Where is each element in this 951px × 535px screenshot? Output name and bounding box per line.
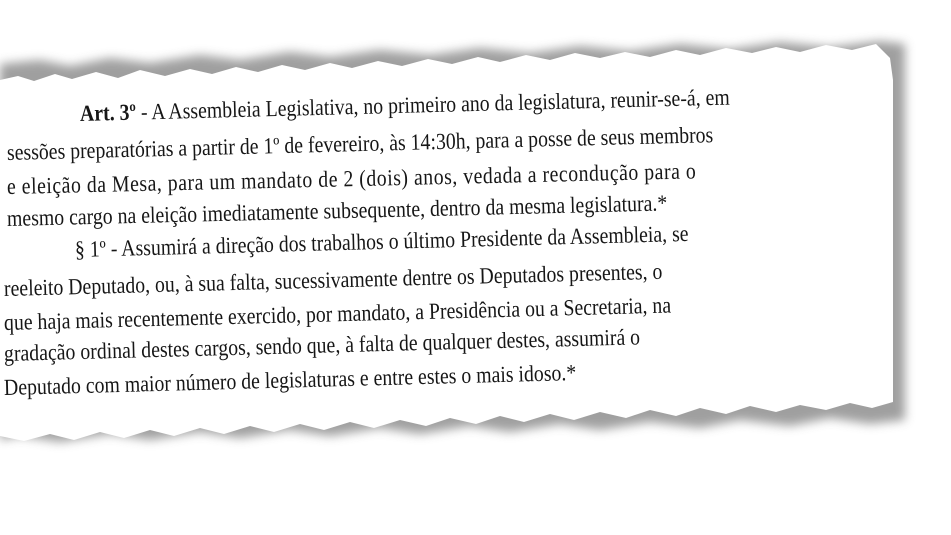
text-line: gradação ordinal destes cargos, sendo que, à falta de qualquer destes, assumirá o — [3, 324, 641, 366]
article-heading: Art. 3º — [79, 99, 137, 126]
text-line: Deputado com maior número de legislaturas e entre estes o mais idoso.* — [3, 360, 577, 400]
text-line: e eleição da Mesa, para um mandato de 2 (dois) anos, vedada a recondução para o — [6, 158, 697, 199]
text-line: que haja mais recentemente exercido, por mandato, a Presidência ou a Secretaria, na — [3, 292, 672, 335]
paragraph-heading-line: § 1º - Assumirá a direção dos trabalhos o último Presidente da Assembleia, se — [74, 220, 689, 262]
text-line: mesmo cargo na eleição imediatamente subsequente, dentro da mesma legislatura.* — [6, 190, 668, 231]
text-line: reeleito Deputado, ou, à sua falta, sucessivamente dentre os Deputados presentes, o — [3, 258, 663, 301]
text-line-content: - A Assembleia Legislativa, no primeiro ano da legislatura, reunir-se-á, em — [135, 84, 730, 125]
text-line — [80, 84, 730, 128]
text-line: sessões preparatórias a partir de 1º de fevereiro, às 14:30h, para a posse de seus membros — [6, 122, 714, 165]
